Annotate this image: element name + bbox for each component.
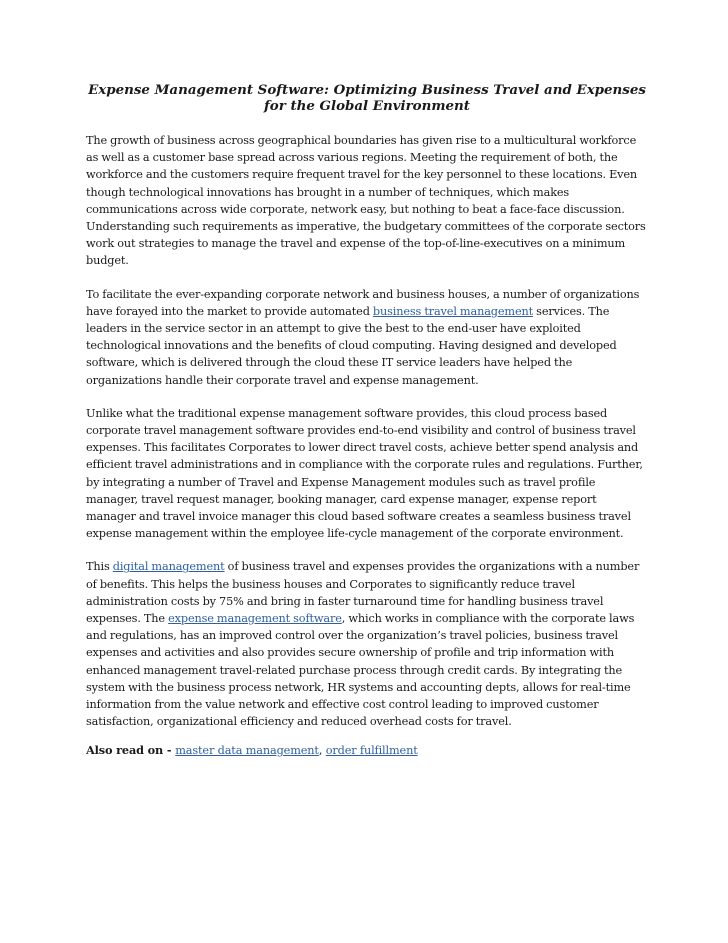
- order-fulfillment-link[interactable]: order fulfillment: [325, 744, 418, 757]
- paragraph-2: [86, 286, 648, 389]
- paragraph-3: Unlike what the traditional expense management software provides, this cloud process based corporate travel management software provides end-to-end visibility and control of business travel expenses. This facilitates Corporates to lower direct travel costs, achieve better spend analysis and efficient travel administrations and in compliance with the corporate rules and regulations. Further, by integrating a number of Travel and Expense Management modules such as travel profile manager, travel request manager, booking manager, card expense manager, expense report manager and travel invoice manager this cloud based software creates a seamless business travel expense management within the employee life-cycle management of the corporate environment.: [86, 406, 643, 541]
- document-title: Expense Management Software: Optimizing Business Travel and Expenses for the Global Environment: [88, 82, 646, 114]
- digital-management-link[interactable]: digital management: [112, 560, 225, 574]
- also-read-separator: ,: [318, 744, 326, 757]
- also-read-label: Also read on -: [86, 743, 176, 757]
- paragraph-4-text-start: This: [86, 560, 113, 574]
- expense-management-software-link[interactable]: expense management software: [168, 612, 342, 626]
- also-read-section: [86, 742, 418, 759]
- document-body: [86, 82, 648, 747]
- paragraph-2-text-start: To facilitate the ever-expanding corporate network and business houses, a number of organizations have forayed into the market to provide automated: [86, 287, 640, 318]
- paragraph-4-text-end: , which works in compliance with the corporate laws and regulations, has an improved control over the organization’s travel policies, business travel expenses and activities and also provides secure ownership of profile and trip information with enhanced management travel-related purchase process through credit cards. By integrating the system with the business process network, HR systems and accounting depts, allows for real-time information from the value network and effective cost control leading to improved customer satisfaction, organizational efficiency and reduced overhead costs for travel.: [86, 612, 635, 729]
- paragraph-1: The growth of business across geographical boundaries has given rise to a multicultural workforce as well as a customer base spread across various regions. Meeting the requirement of both, the workforce and the customers require frequent travel for the key personnel to these locations. Even though technological innovations has brought in a number of techniques, which makes communications across wide corporate, network easy, but nothing to beat a face-face discussion. Understanding such requirements as imperative, the budgetary committees of the corporate sectors work out strategies to manage the travel and expense of the top-of-line-executives on a minimum budget.: [86, 134, 646, 268]
- paragraph-4-text-middle: of business travel and expenses provides the organizations with a number of benefits. This helps the business houses and Corporates to significantly reduce travel administration costs by 75% and bring in faster turnaround time for handling business travel expenses. The: [86, 560, 640, 626]
- paragraph-4: [86, 558, 648, 730]
- master-data-management-link[interactable]: master data management: [175, 744, 319, 757]
- business-travel-management-link[interactable]: business travel management: [372, 304, 534, 318]
- paragraph-2-text-end: services. The leaders in the service sector in an attempt to give the best to the end-user have exploited technological innovations and the benefits of cloud computing. Having designed and developed software, which is delivered through the cloud these IT service leaders have helped the organizations handle their corporate travel and expense management.: [86, 304, 617, 387]
